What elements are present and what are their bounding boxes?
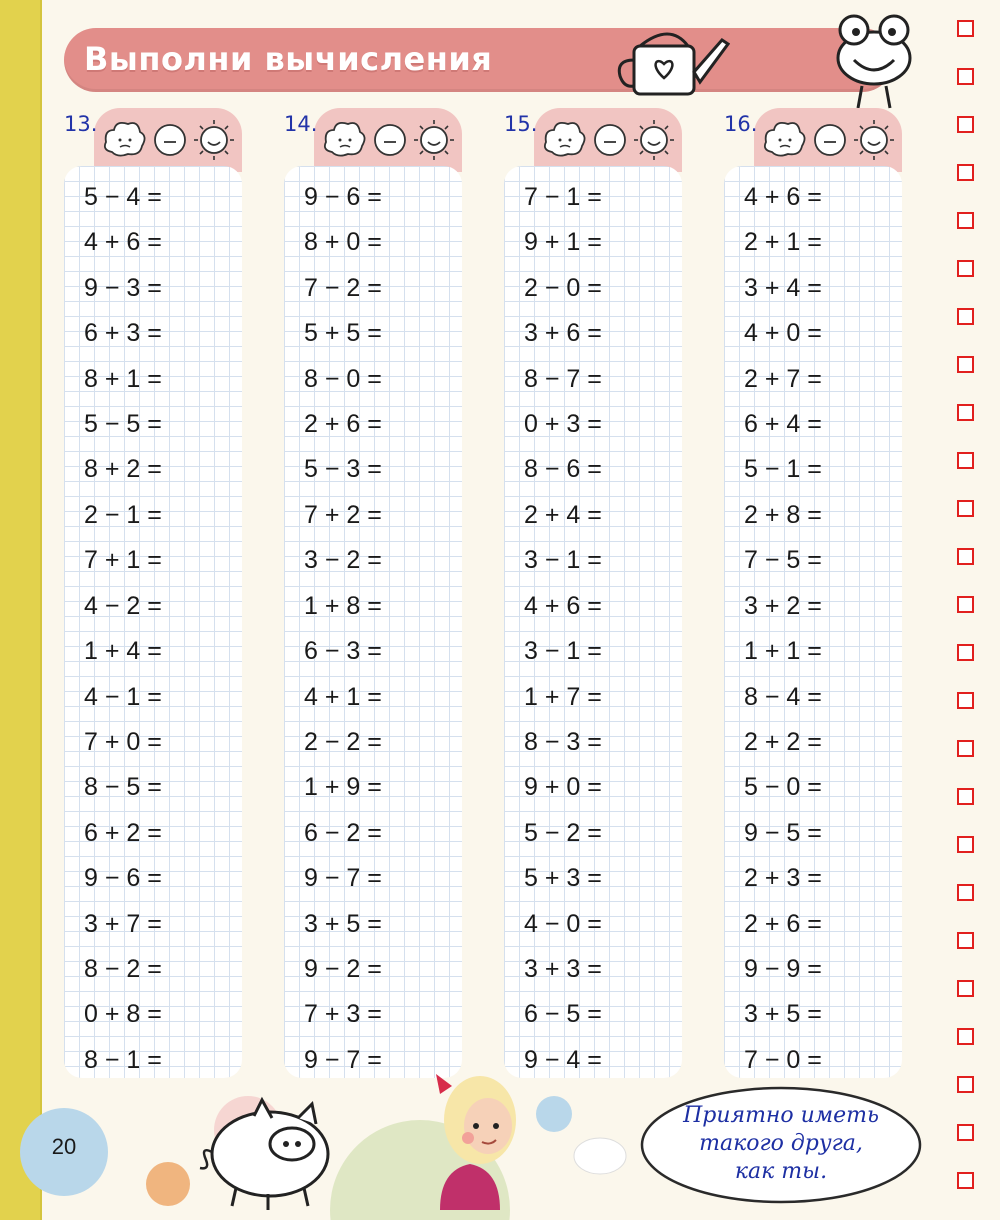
equation: 2 + 3 = [744, 864, 822, 892]
sunny-face-icon [414, 120, 454, 160]
sunny-face-icon [634, 120, 674, 160]
equation: 8 − 0 = [304, 365, 382, 393]
progress-checkbox[interactable] [957, 644, 974, 661]
equation: 3 − 1 = [524, 546, 602, 574]
exercise-column-14 [284, 108, 474, 1088]
frog-icon [832, 8, 916, 112]
equation: 3 − 2 = [304, 546, 382, 574]
equation: 2 + 1 = [744, 228, 822, 256]
equation: 9 − 7 = [304, 1046, 382, 1074]
equation: 3 + 5 = [304, 910, 382, 938]
equation: 9 − 6 = [304, 183, 382, 211]
equation: 4 + 0 = [744, 319, 822, 347]
equation: 8 − 3 = [524, 728, 602, 756]
equation: 7 − 1 = [524, 183, 602, 211]
progress-checkbox[interactable] [957, 1076, 974, 1093]
progress-checkbox[interactable] [957, 980, 974, 997]
equation: 8 − 2 = [84, 955, 162, 983]
yellow-spine [0, 0, 42, 1220]
sunny-face-icon [854, 120, 894, 160]
speech-line: Приятно иметь [683, 1103, 879, 1128]
watering-can-icon [610, 16, 730, 100]
equation: 5 − 5 = [84, 410, 162, 438]
equation: 5 − 3 = [304, 455, 382, 483]
orange-dot-icon [146, 1162, 190, 1206]
cloudy-face-icon [325, 123, 365, 156]
speech-line: такого друга, [699, 1131, 863, 1156]
progress-checkbox[interactable] [957, 164, 974, 181]
neutral-face-icon [595, 125, 625, 155]
equation: 5 − 1 = [744, 455, 822, 483]
cloudy-face-icon [105, 123, 145, 156]
progress-checkbox[interactable] [957, 548, 974, 565]
progress-checkbox[interactable] [957, 20, 974, 37]
equation: 2 − 2 = [304, 728, 382, 756]
neutral-face-icon [375, 125, 405, 155]
equation: 6 − 3 = [304, 637, 382, 665]
equation: 8 + 2 = [84, 455, 162, 483]
equation: 5 + 5 = [304, 319, 382, 347]
equation: 2 − 0 = [524, 274, 602, 302]
equation: 6 − 5 = [524, 1000, 602, 1028]
equation: 6 + 3 = [84, 319, 162, 347]
exercise-column-16 [724, 108, 914, 1088]
equation: 9 − 2 = [304, 955, 382, 983]
equation: 9 + 0 = [524, 773, 602, 801]
neutral-face-icon [155, 125, 185, 155]
equation: 2 + 4 = [524, 501, 602, 529]
page-number: 20 [51, 1134, 77, 1159]
progress-checkbox[interactable] [957, 1172, 974, 1189]
equation: 2 + 2 = [744, 728, 822, 756]
equation: 7 − 2 = [304, 274, 382, 302]
progress-checkbox[interactable] [957, 404, 974, 421]
exercise-column-15 [504, 108, 694, 1088]
equation: 5 − 2 = [524, 819, 602, 847]
equation: 4 + 1 = [304, 683, 382, 711]
face-icons [760, 116, 900, 164]
equation: 8 − 5 = [84, 773, 162, 801]
equation: 4 − 1 = [84, 683, 162, 711]
neutral-face-icon [815, 125, 845, 155]
progress-checkbox[interactable] [957, 740, 974, 757]
speech-line: как ты. [734, 1159, 828, 1184]
page-title: Выполни вычисления [84, 40, 493, 78]
equation: 1 + 4 = [84, 637, 162, 665]
face-icons [320, 116, 460, 164]
exercise-number: 14. [284, 112, 318, 136]
equation: 8 − 4 = [744, 683, 822, 711]
bottom-illustration [40, 1060, 640, 1220]
equation: 7 + 1 = [84, 546, 162, 574]
equation: 1 + 1 = [744, 637, 822, 665]
progress-checkbox[interactable] [957, 692, 974, 709]
exercise-number: 16. [724, 112, 758, 136]
equation: 6 + 2 = [84, 819, 162, 847]
equation: 9 − 9 = [744, 955, 822, 983]
equation: 9 + 1 = [524, 228, 602, 256]
thought-bubble-small-icon [574, 1138, 626, 1174]
exercise-number: 13. [64, 112, 98, 136]
progress-checkbox[interactable] [957, 788, 974, 805]
equation: 7 − 5 = [744, 546, 822, 574]
equation: 8 − 7 = [524, 365, 602, 393]
blue-dot-icon [536, 1096, 572, 1132]
progress-checkbox[interactable] [957, 212, 974, 229]
progress-checkbox[interactable] [957, 1124, 974, 1141]
equation: 7 + 2 = [304, 501, 382, 529]
equation: 2 + 6 = [744, 910, 822, 938]
equation: 4 + 6 = [744, 183, 822, 211]
equation: 7 + 3 = [304, 1000, 382, 1028]
equation: 2 + 6 = [304, 410, 382, 438]
equation: 8 + 0 = [304, 228, 382, 256]
cloudy-face-icon [545, 123, 585, 156]
equation: 2 + 7 = [744, 365, 822, 393]
equation: 9 − 4 = [524, 1046, 602, 1074]
face-icons [100, 116, 240, 164]
progress-checkbox[interactable] [957, 68, 974, 85]
sunny-face-icon [194, 120, 234, 160]
face-icons [540, 116, 680, 164]
progress-checkbox[interactable] [957, 932, 974, 949]
equation: 6 + 4 = [744, 410, 822, 438]
equation: 2 + 8 = [744, 501, 822, 529]
equation: 1 + 8 = [304, 592, 382, 620]
equation: 3 + 3 = [524, 955, 602, 983]
progress-checkbox[interactable] [957, 1028, 974, 1045]
cloudy-face-icon [765, 123, 805, 156]
equation: 9 − 6 = [84, 864, 162, 892]
equation: 1 + 9 = [304, 773, 382, 801]
equation: 0 + 8 = [84, 1000, 162, 1028]
equation: 8 − 6 = [524, 455, 602, 483]
equation: 4 + 6 = [84, 228, 162, 256]
progress-checkbox[interactable] [957, 356, 974, 373]
progress-checkbox[interactable] [957, 884, 974, 901]
equation: 3 + 2 = [744, 592, 822, 620]
progress-checkbox[interactable] [957, 260, 974, 277]
equation: 8 − 1 = [84, 1046, 162, 1074]
equation: 9 − 7 = [304, 864, 382, 892]
equation: 3 + 7 = [84, 910, 162, 938]
progress-checkbox[interactable] [957, 116, 974, 133]
equation: 6 − 2 = [304, 819, 382, 847]
equation: 4 + 6 = [524, 592, 602, 620]
equation: 2 − 1 = [84, 501, 162, 529]
equation: 4 − 0 = [524, 910, 602, 938]
progress-checkbox[interactable] [957, 500, 974, 517]
equation: 3 − 1 = [524, 637, 602, 665]
equation: 4 − 2 = [84, 592, 162, 620]
equation: 3 + 4 = [744, 274, 822, 302]
equation: 5 − 0 = [744, 773, 822, 801]
equation: 5 + 3 = [524, 864, 602, 892]
equation: 7 + 0 = [84, 728, 162, 756]
progress-checkbox[interactable] [957, 836, 974, 853]
equation: 8 + 1 = [84, 365, 162, 393]
equation: 7 − 0 = [744, 1046, 822, 1074]
equation: 9 − 5 = [744, 819, 822, 847]
exercise-number: 15. [504, 112, 538, 136]
equation: 3 + 6 = [524, 319, 602, 347]
equation: 9 − 3 = [84, 274, 162, 302]
equation: 5 − 4 = [84, 183, 162, 211]
progress-checkbox[interactable] [957, 308, 974, 325]
speech-bubble-text [650, 1102, 912, 1186]
equation: 0 + 3 = [524, 410, 602, 438]
equation: 1 + 7 = [524, 683, 602, 711]
progress-checkbox[interactable] [957, 452, 974, 469]
progress-checkbox[interactable] [957, 596, 974, 613]
exercise-column-13 [64, 108, 254, 1088]
equation: 3 + 5 = [744, 1000, 822, 1028]
